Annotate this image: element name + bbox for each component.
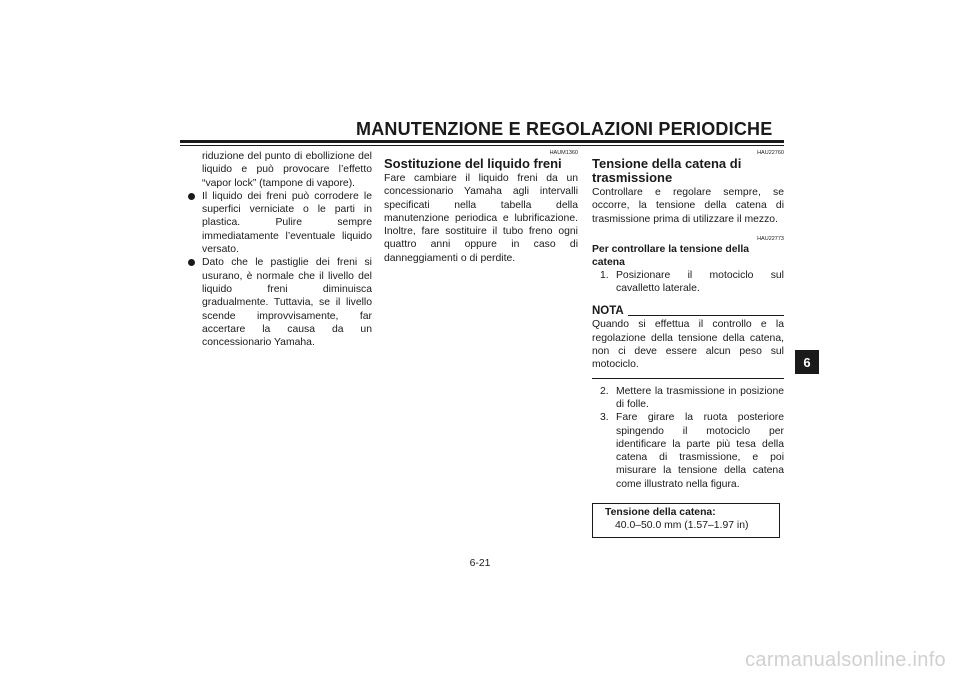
bullet-dot-icon [188, 259, 195, 266]
note-rule [628, 315, 784, 316]
continued-paragraph: riduzione del punto di ebollizione del liquido e può provocare l’effetto “vapor lock” (tampone di vapore). [202, 151, 372, 189]
bullet-text: Dato che le pastiglie dei freni si usurano, è normale che il livello del liquido freni diminuisca gradualmente. Tuttavia, se il livello scende improvvisamente, far accertare la causa da un concessionario Yamaha. [202, 257, 372, 349]
bullet-item [186, 256, 372, 349]
step-number: 2. [600, 385, 609, 397]
section-heading: Tensione della catena di trasmissione [592, 156, 742, 185]
chapter-tab: 6 [795, 350, 819, 374]
page-number: 6-21 [469, 558, 491, 569]
column-right [592, 150, 784, 538]
page-title: MANUTENZIONE E REGOLAZIONI PERIODICHE [356, 119, 773, 139]
section-code: HAUM1360 [549, 150, 578, 156]
spec-value: 40.0–50.0 mm (1.57–1.97 in) [615, 520, 749, 532]
section-intro: Controllare e regolare sempre, se occorre, la tensione della catena di trasmissione prima di utilizzare il mezzo. [592, 187, 784, 225]
step-item [592, 269, 784, 296]
step-number: 1. [600, 269, 609, 281]
watermark: carmanualsonline.info [745, 649, 946, 671]
column-middle [384, 150, 578, 265]
step-item [592, 411, 784, 491]
note-label: NOTA [592, 305, 624, 318]
note-text: Quando si effettua il controllo e la regolazione della tensione della catena, non ci deve essere alcun peso sul motociclo. [592, 319, 784, 371]
header-rule-thin [180, 145, 784, 146]
step-item [592, 385, 784, 412]
note-header [592, 305, 784, 318]
step-text: Mettere la trasmissione in posizione di folle. [616, 385, 784, 410]
section-heading: Sostituzione del liquido freni [384, 156, 562, 171]
bullet-item [186, 190, 372, 256]
step-number: 3. [600, 412, 609, 424]
step-text: Posizionare il motociclo sul cavalletto laterale. [616, 269, 784, 295]
bullet-text: Il liquido dei freni può corrodere le superfici verniciate o le parti in plastica. Pulire sempre immediatamente l’eventuale liquido versato. [202, 190, 372, 256]
column-left [186, 150, 372, 349]
section-body: Fare cambiare il liquido freni da un concessionario Yamaha agli intervalli specificati nella tabella della manutenzione periodica e lubrificazione. Inoltre, fare sostituire il tubo freno ogni quattro anni oppure in caso di danneggiamenti o di perdite. [384, 173, 578, 264]
header-rule-thick [180, 140, 784, 143]
subsection-heading: Per controllare la tensione della catena [592, 243, 750, 268]
step-text: Fare girare la ruota posteriore spingendo il motociclo per identificare la parte più tesa della catena di trasmissione, e poi misurare la tensione della catena come illustrato nella figura. [616, 412, 784, 490]
spec-label: Tensione della catena: [605, 507, 716, 519]
spec-box [592, 503, 780, 538]
bullet-dot-icon [188, 193, 195, 200]
section-code: HAU22773 [757, 235, 784, 242]
note-end-rule [592, 378, 784, 379]
section-code: HAU22760 [757, 150, 784, 156]
